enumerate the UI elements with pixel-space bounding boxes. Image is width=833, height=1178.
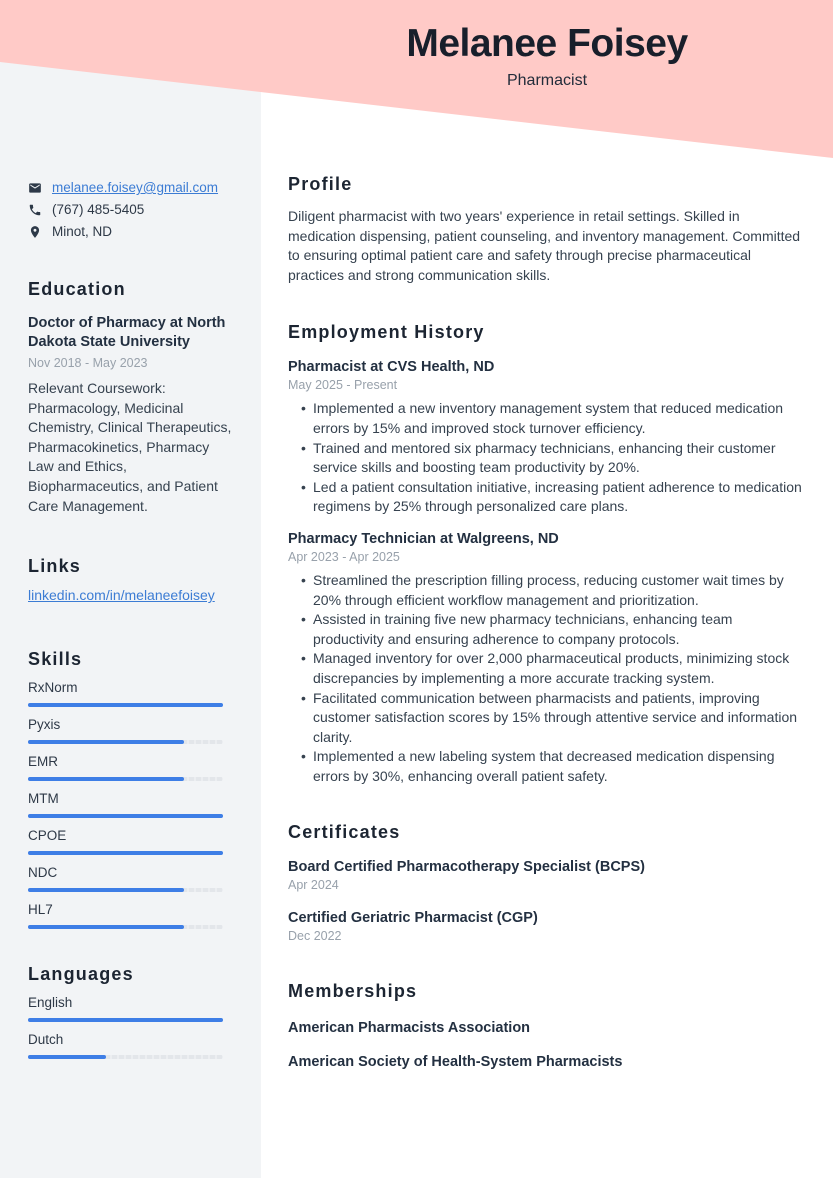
map-pin-icon — [28, 225, 42, 239]
job-title: Pharmacist at CVS Health, ND — [288, 359, 495, 376]
education-description: Relevant Coursework: Pharmacology, Medicinal Chemistry, Clinical Therapeutics, Pharmacokinetics, Pharmacy Law and Ethics, Biopharmaceutics, and Patient Care Management. — [28, 380, 232, 514]
job-entry — [288, 359, 806, 517]
job-entry — [288, 531, 806, 787]
skill-name: NDC — [28, 865, 58, 881]
contact-location-row — [28, 224, 233, 239]
skill-bar — [28, 814, 223, 818]
employment-heading: Employment History — [288, 322, 485, 343]
skill-bar — [28, 888, 223, 892]
education-item — [28, 314, 233, 516]
memberships-section — [288, 981, 806, 1070]
job-date: May 2025 - Present — [288, 378, 398, 393]
job-bullet: • Managed inventory for over 2,000 pharmaceutical products, minimizing stock discrepancies by implementing a more accurate tracking system. — [313, 649, 806, 688]
skill-item — [28, 680, 233, 707]
skill-bar — [28, 925, 223, 929]
language-item — [28, 1032, 233, 1059]
email-link[interactable]: melanee.foisey@gmail.com — [52, 180, 219, 195]
contact-email-row — [28, 180, 233, 195]
languages-list — [28, 995, 233, 1059]
certificate-title: Board Certified Pharmacotherapy Specialist (BCPS) — [288, 859, 645, 876]
phone-number: (767) 485-5405 — [52, 202, 145, 217]
skill-bar — [28, 703, 223, 707]
certificate-entry — [288, 859, 806, 892]
links-heading: Links — [28, 556, 82, 577]
skill-name: Pyxis — [28, 717, 61, 733]
job-bullet-list — [288, 571, 806, 787]
employment-section — [288, 322, 806, 786]
job-date: Apr 2023 - Apr 2025 — [288, 549, 400, 564]
education-degree: Doctor of Pharmacy at North Dakota State University — [28, 315, 226, 350]
language-bar — [28, 1018, 223, 1022]
skill-name: CPOE — [28, 828, 67, 844]
skill-item — [28, 902, 233, 929]
language-bar — [28, 1055, 223, 1059]
language-name: Dutch — [28, 1032, 64, 1048]
job-title: Pharmacy Technician at Walgreens, ND — [288, 530, 559, 547]
certificates-section — [288, 822, 806, 943]
skill-bar — [28, 851, 223, 855]
skill-bar — [28, 777, 223, 781]
skill-bar — [28, 740, 223, 744]
job-bullet: • Assisted in training five new pharmacy technicians, enhancing team productivity and ensuring adherence to company protocols. — [313, 610, 806, 649]
candidate-name: Melanee Foisey — [406, 22, 688, 65]
job-bullet: • Led a patient consultation initiative, increasing patient adherence to medication regimens by 25% through personalized care plans. — [313, 478, 806, 517]
skills-heading: Skills — [28, 649, 83, 670]
skill-item — [28, 791, 233, 818]
job-bullet: • Implemented a new inventory management system that reduced medication errors by 15% and improved stock turnover efficiency. — [313, 399, 806, 438]
education-heading: Education — [28, 279, 126, 299]
profile-text: Diligent pharmacist with two years' experience in retail settings. Skilled in medication dispensing, patient counseling, and inventory management. Committed to ensuring optimal patient care and safety through precise pharmaceutical practices and strong communication skills. — [288, 208, 801, 283]
job-bullet: • Trained and mentored six pharmacy technicians, enhancing their customer service skills and boosting team productivity by 20%. — [313, 439, 806, 478]
skill-item — [28, 828, 233, 855]
profile-heading: Profile — [288, 174, 353, 194]
skill-item — [28, 754, 233, 781]
membership-entry: American Society of Health-System Pharmacists — [288, 1054, 623, 1071]
linkedin-link[interactable]: linkedin.com/in/melaneefoisey — [28, 587, 215, 604]
links-list — [28, 587, 233, 605]
skill-name: EMR — [28, 754, 58, 770]
job-bullet-list — [288, 399, 806, 517]
contact-block — [28, 180, 233, 239]
certificate-date: Apr 2024 — [288, 878, 339, 893]
certificate-date: Dec 2022 — [288, 929, 342, 944]
language-name: English — [28, 995, 73, 1011]
location-text: Minot, ND — [52, 224, 113, 239]
memberships-heading: Memberships — [288, 981, 418, 1002]
job-bullet: • Facilitated communication between pharmacists and patients, improving customer satisfaction scores by 15% through attentive service and information clarity. — [313, 689, 806, 748]
job-bullet: • Streamlined the prescription filling process, reducing customer wait times by 20% through efficient workflow management and prioritization. — [313, 571, 806, 610]
languages-heading: Languages — [28, 964, 134, 985]
certificates-heading: Certificates — [288, 822, 401, 843]
header — [288, 24, 806, 90]
skill-name: RxNorm — [28, 680, 78, 696]
certificate-entry — [288, 910, 806, 943]
job-bullet: • Implemented a new labeling system that decreased medication dispensing errors by 30%, enhancing overall patient safety. — [313, 747, 806, 786]
language-item — [28, 995, 233, 1022]
contact-phone-row — [28, 202, 233, 217]
skill-item — [28, 717, 233, 744]
envelope-icon — [28, 181, 42, 195]
skills-list — [28, 680, 233, 929]
sidebar — [0, 0, 261, 1178]
skill-name: HL7 — [28, 902, 53, 918]
phone-icon — [28, 203, 42, 217]
certificate-title: Certified Geriatric Pharmacist (CGP) — [288, 910, 538, 927]
membership-entry: American Pharmacists Association — [288, 1020, 531, 1037]
skill-name: MTM — [28, 791, 59, 807]
candidate-job-title: Pharmacist — [506, 71, 588, 89]
education-date: Nov 2018 - May 2023 — [28, 356, 148, 371]
skill-item — [28, 865, 233, 892]
profile-section — [288, 174, 806, 285]
main-content — [288, 0, 806, 1070]
